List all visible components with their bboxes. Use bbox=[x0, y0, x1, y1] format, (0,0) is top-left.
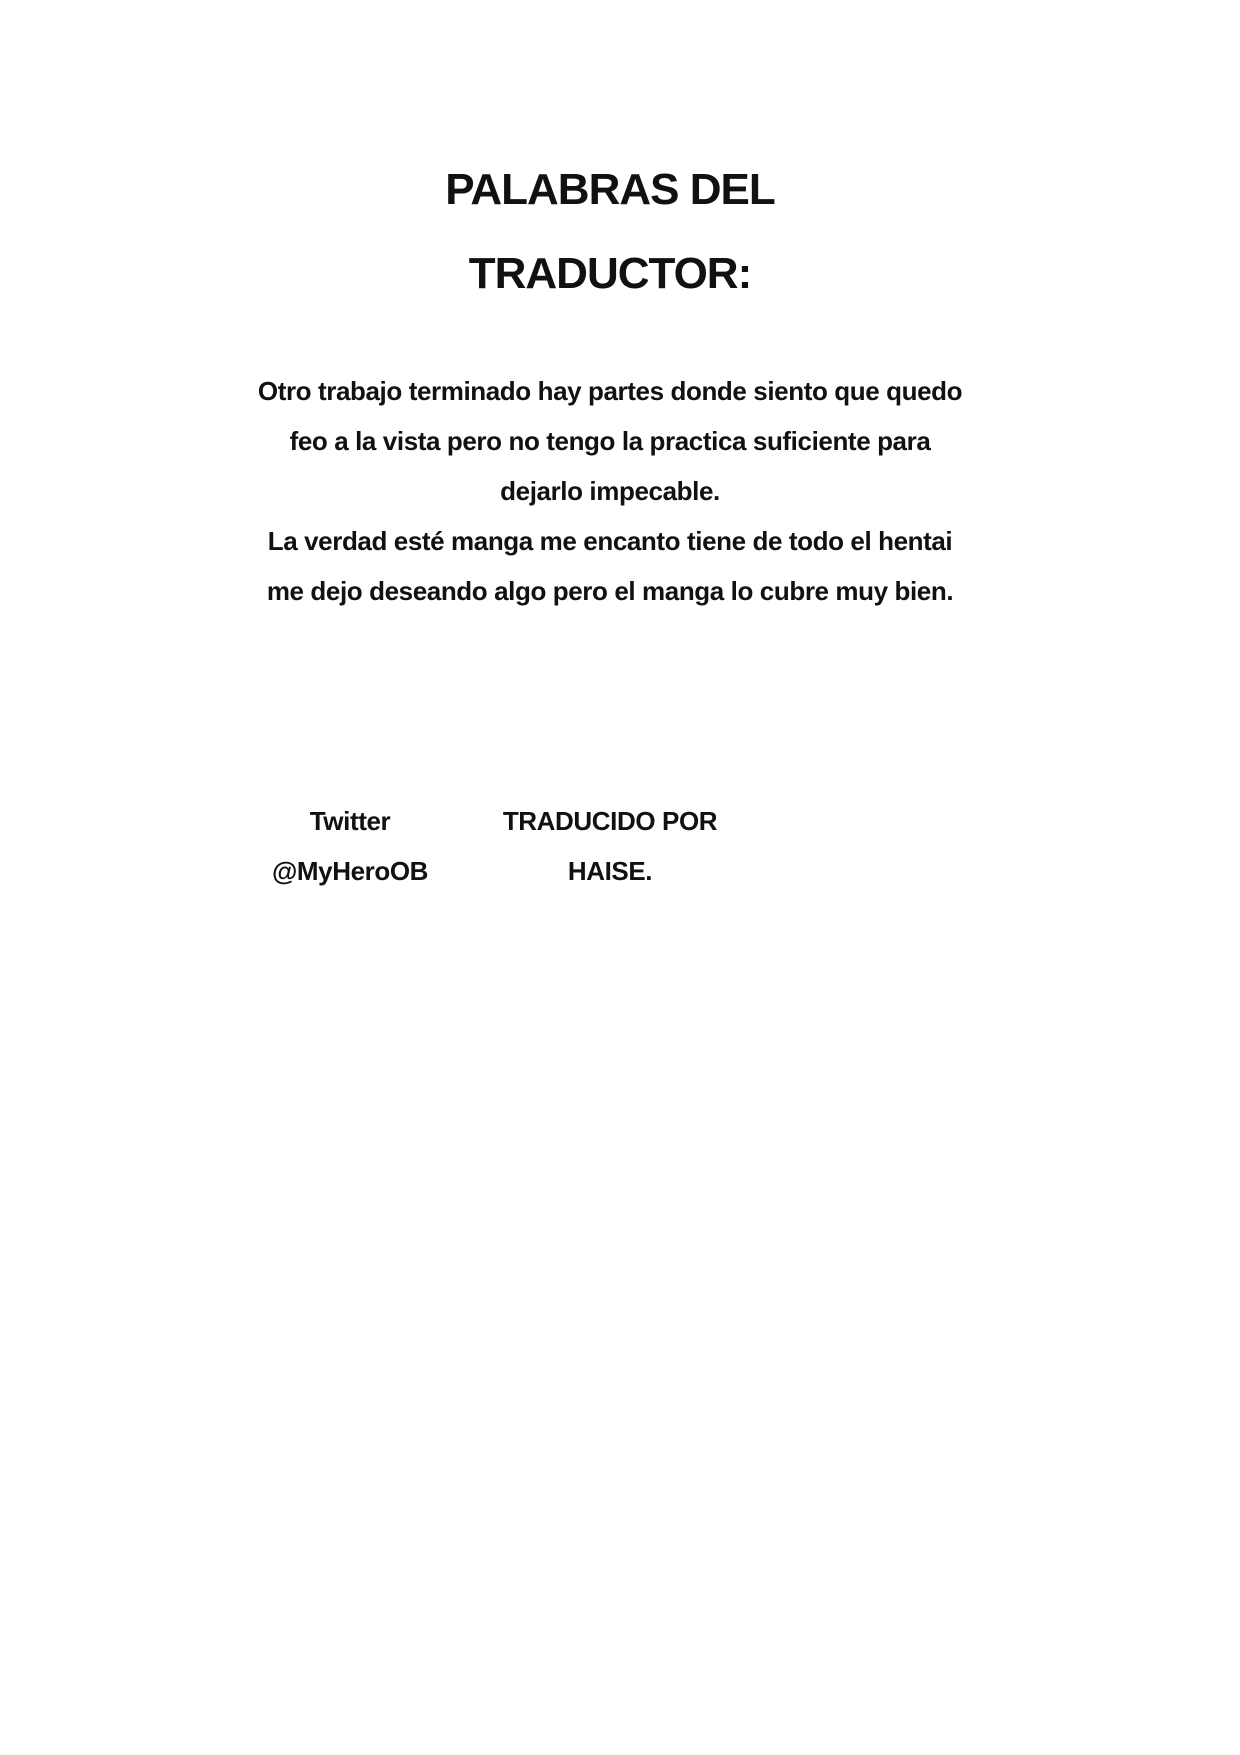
social-credit bbox=[230, 796, 470, 896]
social-platform-label: Twitter bbox=[309, 806, 391, 836]
translated-by-label: TRADUCIDO POR bbox=[502, 806, 718, 836]
note-line: La verdad esté manga me encanto tiene de todo el hentai bbox=[267, 526, 953, 556]
page-title-line-1: PALABRAS DEL bbox=[445, 165, 775, 214]
social-handle: @MyHeroOB bbox=[271, 856, 429, 886]
page-title-line-2: TRADUCTOR: bbox=[468, 249, 752, 298]
note-line: me dejo deseando algo pero el manga lo cubre muy bien. bbox=[266, 576, 954, 606]
translator-note bbox=[0, 366, 1220, 616]
translator-name: HAISE. bbox=[567, 856, 653, 886]
note-line: Otro trabajo terminado hay partes donde siento que quedo bbox=[257, 376, 963, 406]
note-line: dejarlo impecable. bbox=[500, 476, 720, 506]
note-line: feo a la vista pero no tengo la practica suficiente para bbox=[289, 426, 931, 456]
translator-credit bbox=[480, 796, 740, 896]
